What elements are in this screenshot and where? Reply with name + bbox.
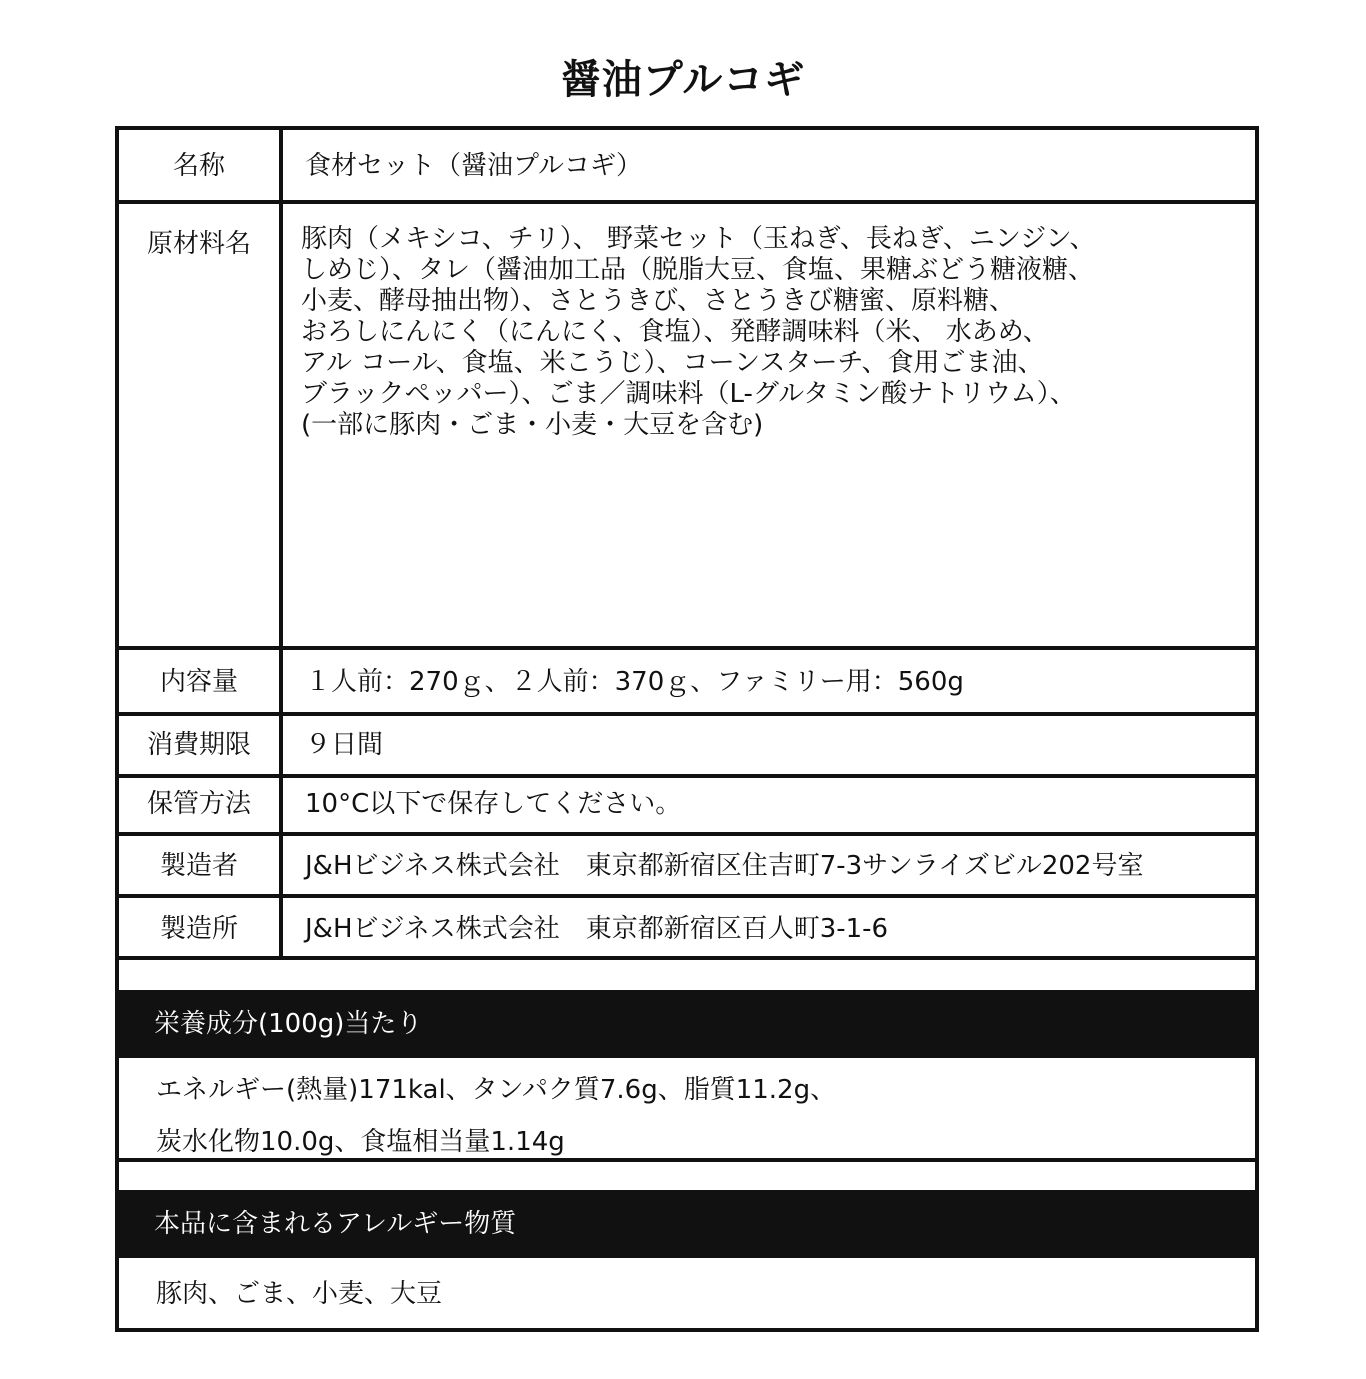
nutrition-heading [115, 990, 1259, 1058]
nutrition-line: エネルギー(熱量)171kal、タンパク質7.6g、脂質11.2g、 [156, 1075, 837, 1105]
table-row-manufacturer [119, 836, 1255, 894]
ingredients-line: しめじ）、タレ（醤油加工品（脱脂大豆、食塩、果糖ぶどう糖液糖、 [301, 255, 1095, 285]
ingredients-line: (一部に豚肉・ごま・小麦・大豆を含む) [301, 410, 764, 440]
table-row-name [119, 130, 1255, 200]
ingredients-line: 小麦、酵母抽出物）、さとうきび、さとうきび糖蜜、原料糖、 [301, 286, 1015, 316]
row-label: 原材料名 [146, 229, 251, 259]
section-divider [119, 1158, 1255, 1162]
table-row-expiry [119, 716, 1255, 774]
nutrition-facts [156, 1074, 1245, 1158]
row-label: 内容量 [159, 667, 238, 697]
row-value: １人前：270ｇ、２人前：370ｇ、ファミリー用：560g [305, 667, 964, 697]
label-table [115, 126, 1259, 1332]
allergen-heading-text: 本品に含まれるアレルギー物質 [154, 1209, 517, 1239]
row-label: 製造者 [159, 851, 238, 881]
row-value: 10°C以下で保存してください。 [305, 789, 682, 819]
ingredients-line: アル コール、食塩、米こうじ）、コーンスターチ、食用ごま油、 [301, 348, 1044, 378]
allergen-heading [115, 1190, 1259, 1258]
table-row-storage [119, 778, 1255, 832]
row-value: J&Hビジネス株式会社 東京都新宿区百人町3-1-6 [305, 914, 889, 944]
row-label: 製造所 [159, 914, 238, 944]
ingredients-list [301, 224, 1245, 441]
ingredients-line: おろしにんにく（にんにく、食塩）、発酵調味料（米、 水あめ、 [301, 317, 1049, 347]
table-row-contents [119, 650, 1255, 712]
nutrition-line: 炭水化物10.0g、食塩相当量1.14g [156, 1127, 565, 1157]
table-row-ingredients [119, 204, 1255, 646]
row-label: 消費期限 [146, 730, 251, 760]
ingredients-line: ブラックペッパー）、ごま／調味料（L-グルタミン酸ナトリウム）、 [301, 379, 1076, 409]
row-value: ９日間 [305, 730, 384, 760]
table-row-factory [119, 898, 1255, 956]
ingredients-line: 豚肉（メキシコ、チリ）、 野菜セット（玉ねぎ、長ねぎ、ニンジン、 [301, 224, 1096, 254]
row-label: 保管方法 [146, 789, 251, 819]
row-divider [119, 956, 1255, 960]
allergen-list: 豚肉、ごま、小麦、大豆 [156, 1279, 443, 1309]
page-title: 醤油プルコギ [560, 57, 806, 103]
row-value: J&Hビジネス株式会社 東京都新宿区住吉町7-3サンライズビル202号室 [305, 851, 1144, 881]
nutrition-heading-text: 栄養成分(100g)当たり [154, 1009, 423, 1039]
row-value: 食材セット（醤油プルコギ） [305, 151, 642, 181]
row-label: 名称 [172, 151, 225, 181]
